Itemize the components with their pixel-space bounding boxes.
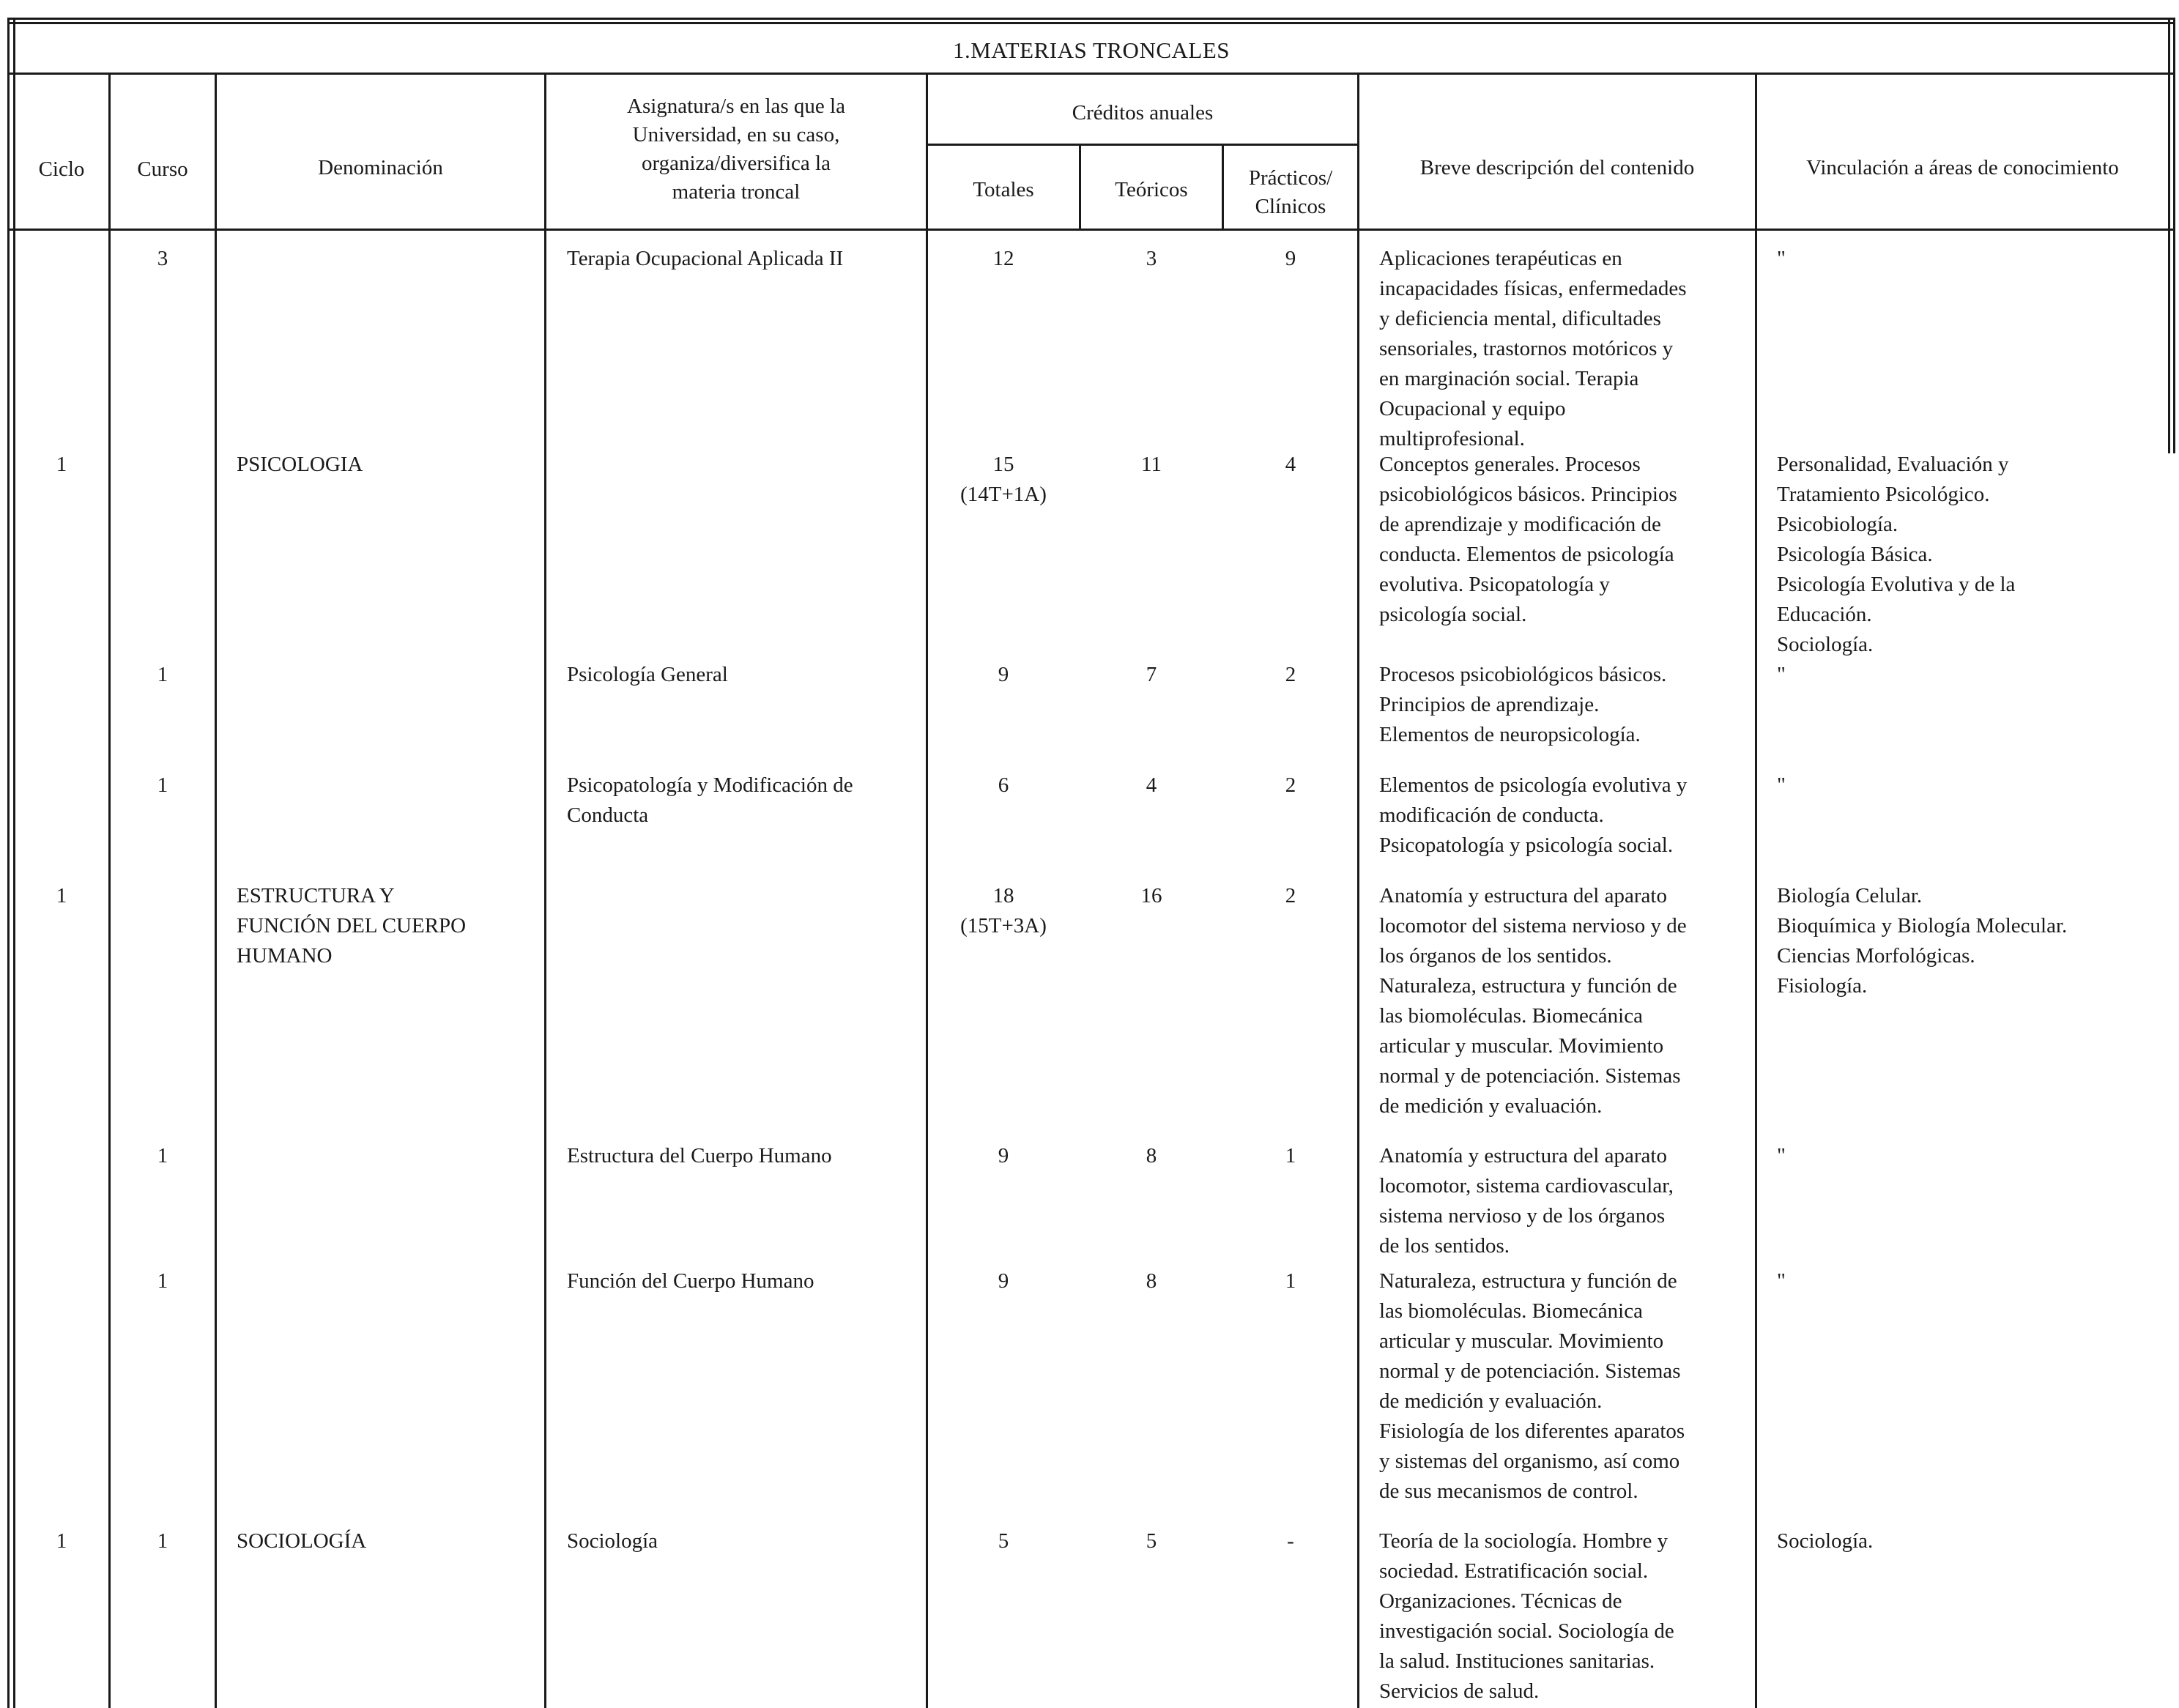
body-col-line-denominacion [544, 230, 546, 1708]
cell-ciclo [15, 450, 108, 480]
cell-totales [928, 660, 1079, 690]
cell-totales-line: 9 [998, 1144, 1009, 1167]
cell-descripcion-line: y deficiencia mental, dificultades [1379, 307, 1661, 330]
cell-practicos [1224, 660, 1357, 690]
cell-descripcion-line: locomotor, sistema cardiovascular, [1379, 1174, 1674, 1198]
cell-descripcion-line: Anatomía y estructura del aparato [1379, 1144, 1667, 1167]
cell-asignatura [567, 244, 922, 274]
cell-totales-line: 9 [998, 1269, 1009, 1293]
cell-descripcion-line: Anatomía y estructura del aparato [1379, 884, 1667, 907]
cell-ciclo-line: 1 [56, 453, 67, 476]
cell-teoricos-line: 16 [1140, 884, 1162, 907]
cell-vinculacion [1777, 1526, 2165, 1556]
table-border-left-inner [13, 18, 15, 1708]
cell-vinculacion [1777, 660, 2165, 690]
header-practicos-line: Clínicos [1255, 195, 1326, 218]
header-ciclo: Ciclo [38, 157, 85, 181]
cell-descripcion-line: Principios de aprendizaje. [1379, 693, 1600, 716]
cell-descripcion-line: psicología social. [1379, 603, 1527, 626]
cell-asignatura [567, 1526, 922, 1556]
cell-descripcion [1379, 450, 1753, 630]
cell-asignatura-line: Función del Cuerpo Humano [567, 1269, 814, 1293]
cell-vinculacion-line: Psicobiología. [1777, 513, 1898, 536]
cell-descripcion [1379, 881, 1753, 1121]
cell-descripcion [1379, 244, 1753, 454]
cell-denominacion-line: SOCIOLOGÍA [237, 1529, 367, 1553]
table-top-border-inner [7, 22, 2175, 24]
cell-totales-line: (14T+1A) [960, 483, 1047, 506]
cell-asignatura [567, 660, 922, 690]
cell-ciclo [15, 1526, 108, 1556]
cell-teoricos-line: 5 [1146, 1529, 1157, 1553]
cell-curso [111, 1266, 215, 1296]
cell-asignatura-line: Psicología General [567, 663, 728, 686]
cell-vinculacion-line: " [1777, 663, 1786, 686]
cell-totales [928, 1526, 1079, 1556]
col-line-curso [215, 74, 217, 230]
cell-vinculacion-line: " [1777, 247, 1786, 270]
cell-practicos [1224, 771, 1357, 801]
cell-descripcion-line: investigación social. Sociología de [1379, 1619, 1674, 1643]
cell-curso-line: 1 [157, 1269, 168, 1293]
col-line-descripcion [1755, 74, 1757, 230]
cell-denominacion [237, 1526, 541, 1556]
table-border-left [7, 18, 10, 1708]
cell-curso [111, 660, 215, 690]
header-denominacion: Denominación [318, 156, 443, 179]
cell-vinculacion [1777, 1141, 2165, 1171]
cell-asignatura-line: Terapia Ocupacional Aplicada II [567, 247, 844, 270]
cell-descripcion-line: las biomoléculas. Biomecánica [1379, 1004, 1643, 1028]
cell-practicos-line: 1 [1285, 1144, 1296, 1167]
cell-descripcion-line: evolutiva. Psicopatología y [1379, 573, 1610, 596]
cell-vinculacion [1777, 771, 2165, 801]
cell-descripcion-line: Servicios de salud. [1379, 1679, 1540, 1703]
header-curso: Curso [137, 157, 188, 181]
cell-denominacion-line: FUNCIÓN DEL CUERPO [237, 914, 467, 937]
cell-ciclo [15, 881, 108, 911]
cell-curso [111, 1141, 215, 1171]
cell-descripcion-line: Ocupacional y equipo [1379, 397, 1566, 420]
cell-asignatura-line: Conducta [567, 803, 649, 827]
cell-descripcion-line: multiprofesional. [1379, 427, 1525, 450]
cell-descripcion-line: locomotor del sistema nervioso y de [1379, 914, 1687, 937]
cell-descripcion-line: Elementos de psicología evolutiva y [1379, 773, 1688, 797]
cell-teoricos [1081, 660, 1222, 690]
cell-practicos [1224, 1141, 1357, 1171]
table-title: 1.MATERIAS TRONCALES [952, 37, 1230, 63]
cell-ciclo-line: 1 [56, 1529, 67, 1553]
cell-totales [928, 1266, 1079, 1296]
cell-descripcion-line: normal y de potenciación. Sistemas [1379, 1064, 1681, 1088]
cell-descripcion-line: de medición y evaluación. [1379, 1094, 1603, 1118]
cell-descripcion [1379, 1266, 1753, 1507]
cell-teoricos [1081, 1526, 1222, 1556]
header-bottom-border [7, 229, 2175, 231]
cell-curso [111, 1526, 215, 1556]
creditos-separator [927, 144, 1358, 146]
cell-practicos-line: 2 [1285, 884, 1296, 907]
cell-totales-line: 15 [992, 453, 1014, 476]
header-descripcion: Breve descripción del contenido [1419, 156, 1695, 179]
cell-descripcion-line: modificación de conducta. [1379, 803, 1604, 827]
cell-vinculacion-line: Ciencias Morfológicas. [1777, 944, 1975, 968]
cell-totales [928, 1141, 1079, 1171]
cell-descripcion-line: articular y muscular. Movimiento [1379, 1329, 1664, 1353]
cell-descripcion-line: sensoriales, trastornos motóricos y [1379, 337, 1674, 360]
cell-totales [928, 881, 1079, 941]
cell-vinculacion [1777, 244, 2165, 274]
cell-practicos [1224, 1526, 1357, 1556]
cell-descripcion-line: Aplicaciones terapéuticas en [1379, 247, 1622, 270]
cell-descripcion-line: Teoría de la sociología. Hombre y [1379, 1529, 1668, 1553]
header-teoricos: Teóricos [1115, 178, 1188, 201]
cell-teoricos [1081, 1266, 1222, 1296]
cell-practicos-line: 4 [1285, 453, 1296, 476]
cell-descripcion-line: normal y de potenciación. Sistemas [1379, 1359, 1681, 1383]
cell-asignatura-line: Sociología [567, 1529, 658, 1553]
cell-curso-line: 1 [157, 773, 168, 797]
cell-vinculacion-line: Personalidad, Evaluación y [1777, 453, 2009, 476]
cell-curso [111, 771, 215, 801]
cell-vinculacion [1777, 450, 2165, 660]
cell-teoricos-line: 8 [1146, 1269, 1157, 1293]
cell-curso-line: 1 [157, 663, 168, 686]
cell-descripcion-line: de medición y evaluación. [1379, 1389, 1603, 1413]
cell-totales [928, 771, 1079, 801]
table-top-border [7, 18, 2175, 20]
cell-descripcion-line: de los sentidos. [1379, 1234, 1510, 1258]
cell-curso-line: 1 [157, 1144, 168, 1167]
cell-descripcion-line: la salud. Instituciones sanitarias. [1379, 1649, 1655, 1673]
cell-ciclo-line: 1 [56, 884, 67, 907]
cell-asignatura [567, 1266, 922, 1296]
cell-vinculacion-line: Educación. [1777, 603, 1872, 626]
title-separator [7, 73, 2175, 75]
cell-practicos-line: 2 [1285, 663, 1296, 686]
cell-asignatura [567, 771, 922, 831]
cell-curso-line: 1 [157, 1529, 168, 1553]
cell-descripcion [1379, 771, 1753, 861]
cell-denominacion [237, 450, 541, 480]
cell-totales-line: 6 [998, 773, 1009, 797]
cell-descripcion-line: Conceptos generales. Procesos [1379, 453, 1641, 476]
cell-totales-line: 12 [992, 247, 1014, 270]
cell-totales [928, 450, 1079, 510]
cell-totales-line: 9 [998, 663, 1009, 686]
cell-descripcion [1379, 1526, 1753, 1707]
cell-vinculacion-line: Sociología. [1777, 1529, 1874, 1553]
header-asignatura-line: Asignatura/s en las que la [627, 94, 845, 118]
cell-teoricos [1081, 881, 1222, 911]
cell-descripcion-line: Fisiología de los diferentes aparatos [1379, 1419, 1685, 1443]
cell-totales-line: 5 [998, 1529, 1009, 1553]
cell-vinculacion-line: Biología Celular. [1777, 884, 1923, 907]
table-border-right-inner [2173, 18, 2175, 453]
cell-asignatura-line: Estructura del Cuerpo Humano [567, 1144, 832, 1167]
header-asignatura-line: organiza/diversifica la [642, 152, 831, 175]
cell-descripcion-line: los órganos de los sentidos. [1379, 944, 1612, 968]
cell-vinculacion-line: " [1777, 1269, 1786, 1293]
cell-curso-line: 3 [157, 247, 168, 270]
header-totales: Totales [973, 178, 1034, 201]
cell-vinculacion-line: " [1777, 1144, 1786, 1167]
table-border-right [2168, 18, 2170, 453]
cell-practicos-line: - [1287, 1529, 1294, 1553]
cell-descripcion-line: y sistemas del organismo, así como [1379, 1449, 1680, 1473]
header-practicos [1224, 164, 1357, 221]
cell-descripcion-line: Organizaciones. Técnicas de [1379, 1589, 1622, 1613]
cell-vinculacion-line: Psicología Básica. [1777, 543, 1933, 566]
cell-practicos-line: 9 [1285, 247, 1296, 270]
col-line-asignatura [926, 74, 928, 230]
cell-descripcion-line: las biomoléculas. Biomecánica [1379, 1299, 1643, 1323]
cell-practicos-line: 2 [1285, 773, 1296, 797]
body-col-line-descripcion [1755, 230, 1757, 1708]
cell-vinculacion-line: Bioquímica y Biología Molecular. [1777, 914, 2068, 937]
cell-descripcion-line: de aprendizaje y modificación de [1379, 513, 1661, 536]
cell-denominacion-line: PSICOLOGIA [237, 453, 363, 476]
cell-totales-line: (15T+3A) [960, 914, 1047, 937]
cell-descripcion-line: de sus mecanismos de control. [1379, 1479, 1638, 1503]
cell-vinculacion-line: " [1777, 773, 1786, 797]
body-col-line-curso [215, 230, 217, 1708]
cell-teoricos [1081, 450, 1222, 480]
header-vinculacion: Vinculación a áreas de conocimiento [1806, 156, 2119, 179]
cell-descripcion-line: sociedad. Estratificación social. [1379, 1559, 1649, 1583]
cell-practicos-line: 1 [1285, 1269, 1296, 1293]
col-line-creditos [1357, 74, 1359, 230]
cell-teoricos [1081, 244, 1222, 274]
cell-vinculacion-line: Psicología Evolutiva y de la [1777, 573, 2016, 596]
cell-teoricos-line: 11 [1141, 453, 1162, 476]
cell-vinculacion-line: Tratamiento Psicológico. [1777, 483, 1990, 506]
cell-descripcion-line: Naturaleza, estructura y función de [1379, 1269, 1677, 1293]
body-col-line-creditos [1357, 230, 1359, 1708]
cell-vinculacion [1777, 881, 2165, 1001]
header-practicos-line: Prácticos/ [1248, 166, 1333, 190]
cell-teoricos-line: 7 [1146, 663, 1157, 686]
cell-teoricos [1081, 1141, 1222, 1171]
cell-curso [111, 244, 215, 274]
cell-denominacion-line: HUMANO [237, 944, 333, 968]
cell-descripcion-line: Psicopatología y psicología social. [1379, 833, 1674, 857]
cell-teoricos-line: 3 [1146, 247, 1157, 270]
cell-descripcion-line: incapacidades físicas, enfermedades [1379, 277, 1687, 300]
cell-descripcion-line: psicobiológicos básicos. Principios [1379, 483, 1677, 506]
cell-descripcion [1379, 660, 1753, 750]
cell-descripcion-line: en marginación social. Terapia [1379, 367, 1639, 390]
cell-teoricos-line: 4 [1146, 773, 1157, 797]
cell-practicos [1224, 244, 1357, 274]
body-col-line-ciclo [108, 230, 111, 1708]
cell-practicos [1224, 450, 1357, 480]
cell-teoricos [1081, 771, 1222, 801]
cell-vinculacion-line: Sociología. [1777, 633, 1874, 656]
header-asignatura [546, 92, 926, 207]
cell-asignatura [567, 1141, 922, 1171]
cell-practicos [1224, 1266, 1357, 1296]
cell-asignatura-line: Psicopatología y Modificación de [567, 773, 853, 797]
cell-practicos [1224, 881, 1357, 911]
cell-descripcion-line: articular y muscular. Movimiento [1379, 1034, 1664, 1058]
header-asignatura-line: materia troncal [672, 180, 801, 204]
cell-denominacion-line: ESTRUCTURA Y [237, 884, 395, 907]
col-line-ciclo [108, 74, 111, 230]
cell-vinculacion [1777, 1266, 2165, 1296]
cell-teoricos-line: 8 [1146, 1144, 1157, 1167]
cell-descripcion-line: conducta. Elementos de psicología [1379, 543, 1674, 566]
cell-totales-line: 18 [992, 884, 1014, 907]
cell-totales [928, 244, 1079, 274]
header-creditos: Créditos anuales [1072, 101, 1214, 125]
header-asignatura-line: Universidad, en su caso, [632, 123, 840, 146]
cell-descripcion-line: Naturaleza, estructura y función de [1379, 974, 1677, 998]
cell-descripcion [1379, 1141, 1753, 1261]
cell-denominacion [237, 881, 541, 971]
cell-descripcion-line: Elementos de neuropsicología. [1379, 723, 1641, 746]
cell-descripcion-line: sistema nervioso y de los órganos [1379, 1204, 1666, 1228]
cell-descripcion-line: Procesos psicobiológicos básicos. [1379, 663, 1667, 686]
cell-vinculacion-line: Fisiología. [1777, 974, 1868, 998]
